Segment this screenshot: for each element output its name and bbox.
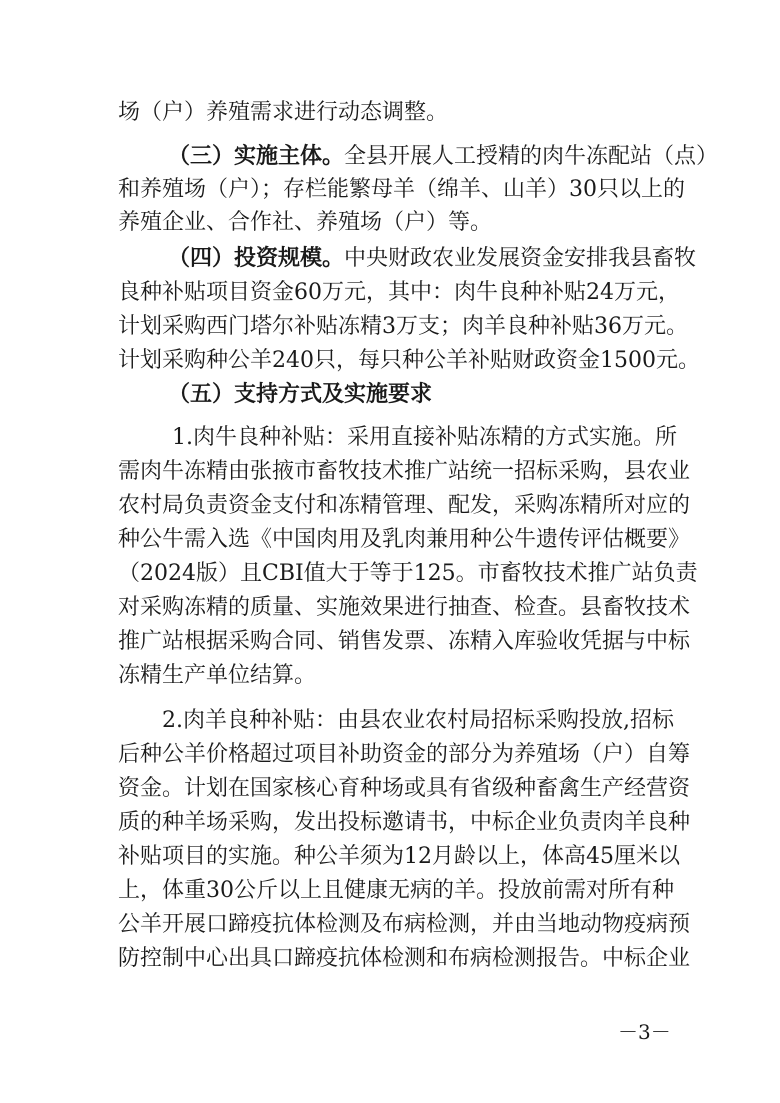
- text-line: 冻精生产单位结算。: [118, 663, 317, 688]
- text-line: 对采购冻精的质量、实施效果进行抽查、检查。县畜牧技术: [118, 595, 691, 620]
- text-line: 上，体重30公斤以上且健康无病的羊。投放前需对所有种: [118, 878, 674, 903]
- text-line: 1.肉牛良种补贴：采用直接补贴冻精的方式实施。所: [172, 425, 677, 450]
- text-line: 计划采购种公羊240只，每只种公羊补贴财政资金1500元。: [118, 348, 700, 373]
- text-line: 防控制中心出具口蹄疫抗体检测和布病检测报告。中标企业: [118, 946, 691, 971]
- text-line: （2024版）且CBI值大于等于125。市畜牧技术推广站负责: [118, 561, 698, 586]
- text-line: 2.肉羊良种补贴：由县农业农村局招标采购投放,招标: [162, 708, 674, 733]
- text-line: 农村局负责资金支付和冻精管理、配发，采购冻精所对应的: [118, 493, 691, 518]
- text-line: 场（户）养殖需求进行动态调整。: [118, 100, 449, 125]
- text-line: 质的种羊场采购，发出投标邀请书，中标企业负责肉羊良种: [118, 810, 691, 835]
- section-heading-4: （四）投资规模。: [168, 246, 345, 271]
- paragraph-investment-scale: [168, 243, 697, 275]
- text-line: 养殖企业、合作社、养殖场（户）等。: [118, 210, 493, 235]
- text-line: 中央财政农业发展资金安排我县畜牧: [344, 246, 697, 271]
- text-line: 计划采购西门塔尔补贴冻精3万支；肉羊良种补贴36万元。: [118, 314, 688, 339]
- text-line: 和养殖场（户）；存栏能繁母羊（绵羊、山羊）30只以上的: [118, 177, 685, 202]
- text-line: 公羊开展口蹄疫抗体检测及布病检测，并由当地动物疫病预: [118, 912, 691, 937]
- section-heading-5: （五）支持方式及实施要求: [168, 382, 433, 407]
- page-number: －3－: [618, 1020, 671, 1044]
- text-line: 种公牛需入选《中国肉用及乳肉兼用种公牛遗传评估概要》: [118, 527, 691, 552]
- text-line: 推广站根据采购合同、销售发票、冻精入库验收凭据与中标: [118, 629, 691, 654]
- text-line: 后种公羊价格超过项目补助资金的部分为养殖场（户）自筹: [118, 742, 691, 767]
- section-heading-3: （三）实施主体。: [168, 144, 345, 169]
- text-line: 需肉牛冻精由张掖市畜牧技术推广站统一招标采购，县农业: [118, 459, 691, 484]
- text-line: 补贴项目的实施。种公羊须为12月龄以上，体高45厘米以: [118, 844, 680, 869]
- paragraph-implementing-entity: [168, 141, 719, 173]
- text-line: 资金。计划在国家核心育种场或具有省级种畜禽生产经营资: [118, 776, 691, 801]
- text-line: 全县开展人工授精的肉牛冻配站（点）: [344, 144, 719, 169]
- text-line: 良种补贴项目资金60万元，其中：肉牛良种补贴24万元，: [118, 280, 680, 305]
